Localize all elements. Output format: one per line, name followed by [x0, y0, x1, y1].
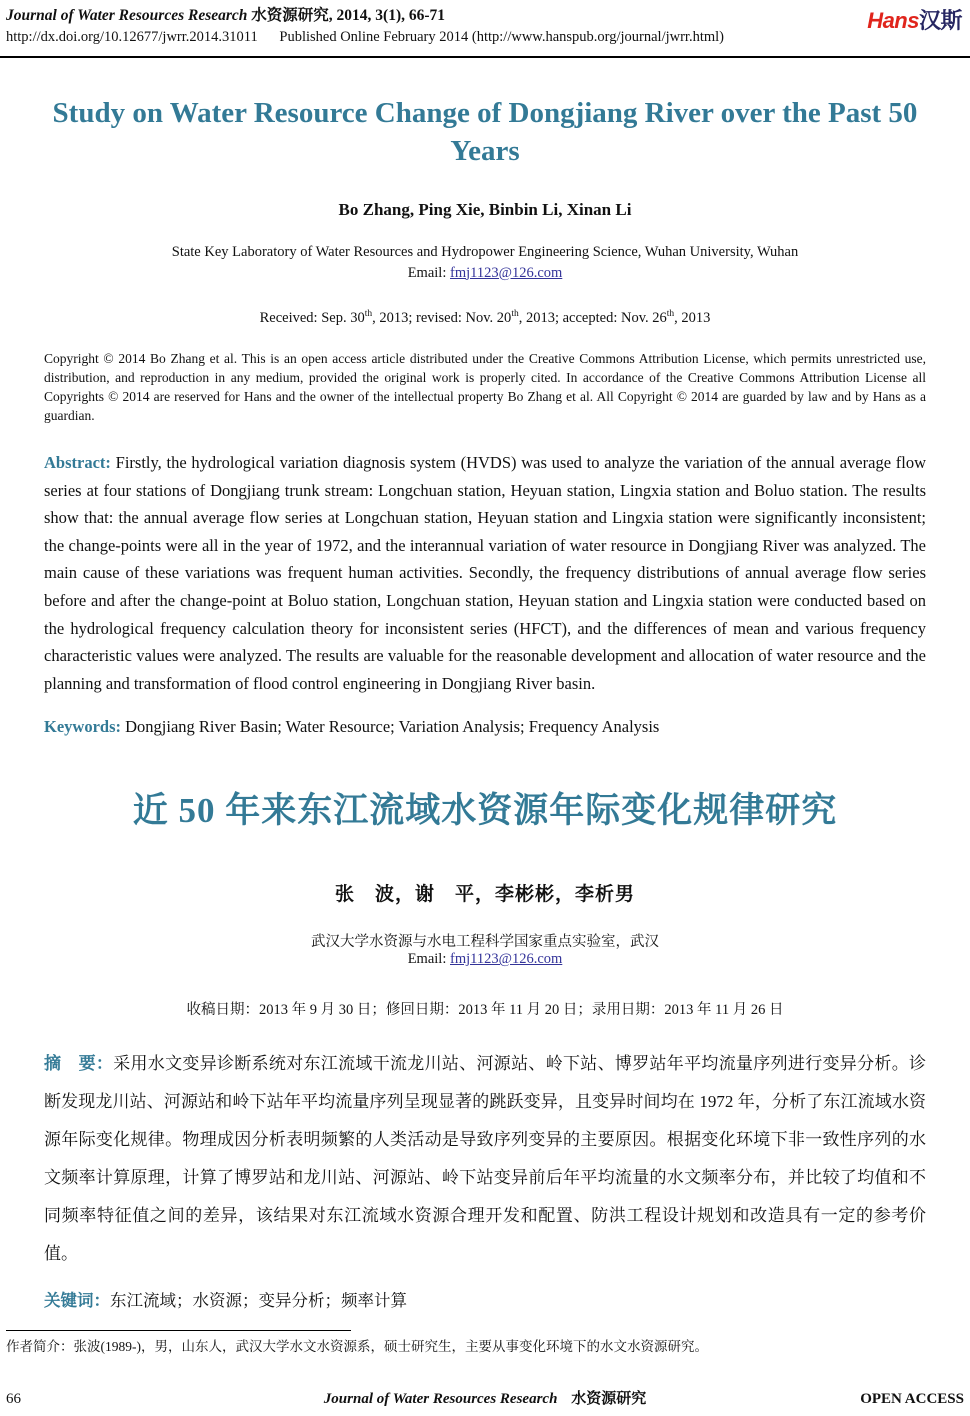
footnote-text: 作者简介：张波(1989-)，男，山东人，武汉大学水文水资源系，硕士研究生，主要从事变化环境下的水文水资源研究。 — [6, 1339, 708, 1354]
received-part: Received: Sep. 30 — [259, 309, 365, 326]
email-label-chinese: Email: — [407, 951, 450, 968]
received-part: , 2013; accepted: Nov. 26 — [518, 309, 667, 326]
email-link-chinese[interactable]: fmj1123@126.com — [450, 951, 563, 968]
journal-name-english: Journal of Water Resources Research — [6, 7, 248, 24]
page-number: 66 — [6, 1391, 21, 1407]
abstract-english — [44, 449, 926, 697]
email-link[interactable]: fmj1123@126.com — [450, 264, 563, 281]
email-label: Email: — [407, 264, 450, 281]
affiliation-english-text: State Key Laboratory of Water Resources and Hydropower Engineering Science, Wuhan University, Wuhan — [171, 244, 799, 261]
footer-journal-name — [126, 1387, 844, 1408]
article-title-chinese: 近 50 年来东江流域水资源年际变化规律研究 — [132, 791, 838, 831]
abstract-label: Abstract: — [44, 453, 111, 473]
copyright-notice: Copyright © 2014 Bo Zhang et al. This is an open access article distributed under the Creative Commons Attribution License, which permits unrestricted use, distribution, and reproduction in any medium, provided the original work is properly cited. In accordance of the Creative Commons Attribution License all Copyrights © 2014 are reserved for Hans and the owner of the intellectual property Bo Zhang et al. All Copyright © 2014 are guarded by law and by Hans as a guardian. — [44, 350, 926, 424]
hans-logo-chinese: 汉斯 — [918, 8, 962, 33]
received-superscript: th — [666, 308, 675, 319]
keywords-label: Keywords: — [44, 717, 121, 737]
received-dates-chinese: 收稿日期：2013 年 9 月 30 日；修回日期：2013 年 11 月 20 日；录用日期：2013 年 11 月 26 日 — [186, 1002, 784, 1019]
received-superscript: th — [511, 308, 519, 319]
doi-text: http://dx.doi.org/10.12677/jwrr.2014.31011 — [6, 29, 258, 46]
keywords-label-chinese: 关键词： — [44, 1291, 110, 1311]
affiliation-chinese — [44, 930, 926, 968]
author-bio-footnote — [6, 1330, 964, 1355]
abstract-label-chinese: 摘 要： — [44, 1054, 114, 1074]
keywords-text: Dongjiang River Basin; Water Resource; Variation Analysis; Frequency Analysis — [121, 717, 660, 737]
email-line-chinese — [44, 951, 926, 968]
keywords-text-chinese: 东江流域；水资源；变异分析；频率计算 — [110, 1291, 407, 1311]
abstract-chinese — [44, 1045, 926, 1273]
hans-logo-english: Hans — [867, 8, 919, 33]
article-title-english: Study on Water Resource Change of Dongjiang River over the Past 50 Years — [52, 96, 918, 167]
journal-header — [0, 0, 970, 58]
footnote-rule — [6, 1330, 351, 1331]
abstract-text-chinese: 采用水文变异诊断系统对东江流域干流龙川站、河源站、岭下站、博罗站年平均流量序列进行变异分析。诊断发现龙川站、河源站和岭下站年平均流量序列呈现显著的跳跃变异，且变异时间均在 1972 年，分析了东江流域水资源年际变化规律。物理成因分析表明频繁的人类活动是导致序列变异的主要原因。根据变化环境下非一致性序列的水文频率计算原理，计算了博罗站和龙川站、河源站、岭下站变异前后年平均流量的水文频率分布，并比较了均值和不同频率特征值之间的差异，该结果对东江流域水资源合理开发和配置、防洪工程设计规划和改造具有一定的参考价值。 — [44, 1054, 927, 1264]
keywords-english — [44, 717, 926, 737]
journal-name-chinese: 水资源研究, 2014, 3(1), 66-71 — [251, 7, 446, 24]
authors-chinese: 张 波，谢 平，李彬彬，李析男 — [334, 884, 635, 906]
open-access-badge: OPEN ACCESS — [860, 1391, 964, 1407]
footer-journal-english: Journal of Water Resources Research — [323, 1391, 558, 1407]
journal-title-line — [6, 6, 962, 26]
hans-logo — [867, 4, 962, 35]
doi-line — [6, 28, 962, 48]
affiliation-english — [44, 242, 926, 283]
affiliation-chinese-text: 武汉大学水资源与水电工程科学国家重点实验室，武汉 — [311, 934, 659, 951]
received-superscript: th — [364, 308, 373, 319]
authors-english: Bo Zhang, Ping Xie, Binbin Li, Xinan Li — [338, 200, 632, 220]
email-line-english — [44, 263, 926, 283]
page-footer — [6, 1387, 964, 1408]
footer-journal-chinese: 水资源研究 — [571, 1391, 647, 1407]
article-content — [44, 94, 926, 1312]
received-part: , 2013 — [674, 309, 711, 326]
received-part: , 2013; revised: Nov. 20 — [372, 309, 512, 326]
received-dates-english — [44, 309, 926, 327]
published-text: Published Online February 2014 (http://www.hanspub.org/journal/jwrr.html) — [279, 29, 724, 46]
keywords-chinese — [44, 1287, 926, 1311]
abstract-text: Firstly, the hydrological variation diagnosis system (HVDS) was used to analyze the variation of the annual average flow series at four stations of Dongjiang trunk stream: Longchuan station, Heyuan station, Lingxia station and Boluo station. The results show that: the annual average flow series at Longchuan station, Heyuan station and Lingxia station were significantly inconsistent; the change-points were all in the year of 1972, and the interannual variation of water resource in Dongjiang River was analyzed. The main cause of these variations was frequent human activities. Secondly, the frequency distributions of annual average flow series before and after the change-point at Boluo station, Longchuan station, Heyuan station and Lingxia station were conducted based on the hydrological frequency calculation theory for inconsistent series (HFCT), and the differences of mean and various frequency characteristic values were analyzed. The results are valuable for the reasonable development and allocation of water resource and the planning and transformation of flood control engineering in Dongjiang River basin. — [44, 453, 926, 693]
